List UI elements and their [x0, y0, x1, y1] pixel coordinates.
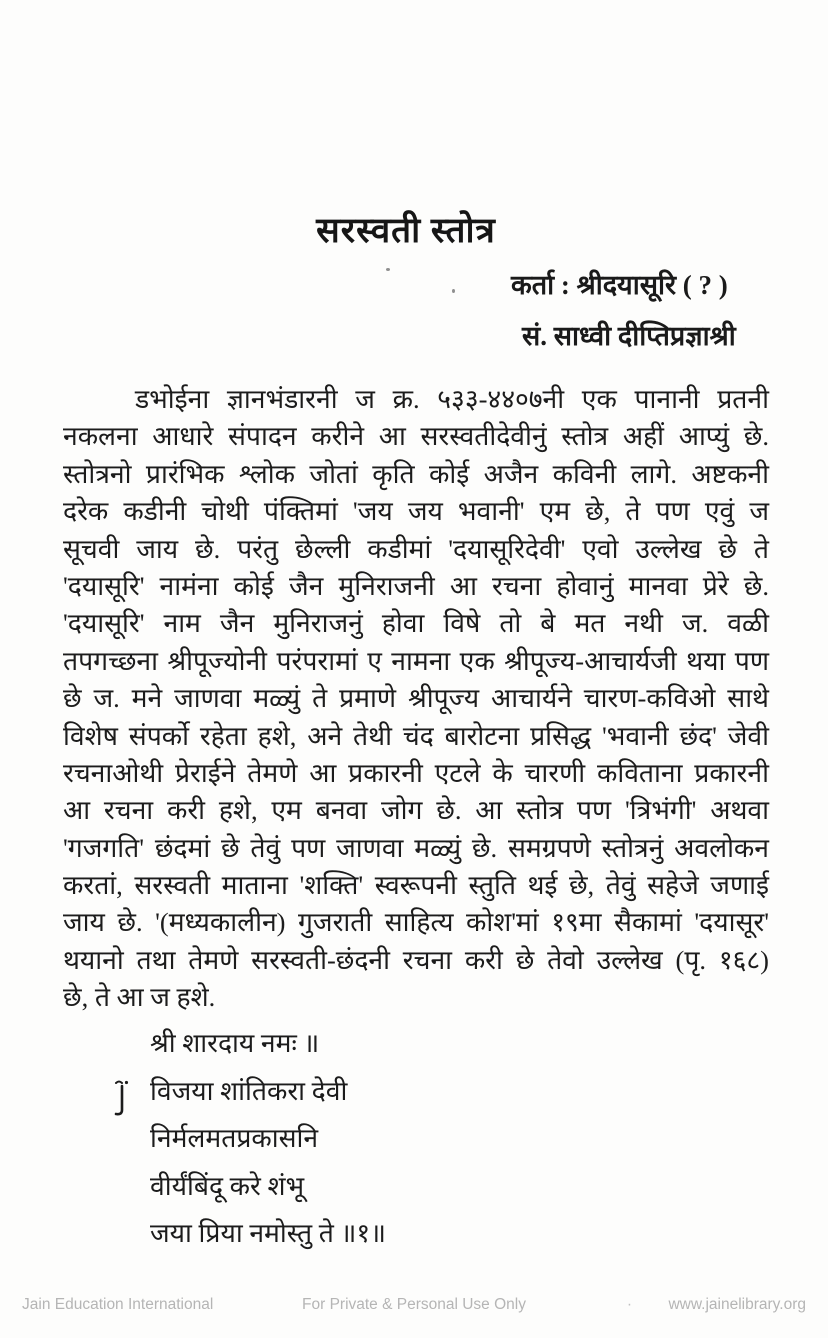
- footer-usage-note: For Private & Personal Use Only: [302, 1296, 526, 1313]
- paragraph-line: नकलना आधारे संपादन करीने आ सरस्वतीदेवीनुं स्तोत्र अहीं आप्युं छे.: [63, 421, 769, 452]
- invocation-line: श्री शारदाय नमः ॥: [150, 1028, 320, 1058]
- paragraph-line: 'दयासूरि' नाम जैन मुनिराजनुं होवा विषे तो बे मत नथी ज. वळी: [63, 608, 769, 639]
- byline-editor: सं. साध्वी दीप्तिप्रज्ञाश्री: [522, 321, 736, 351]
- paragraph-line: 'दयासूरि' नामंना कोई जैन मुनिराजनी आ रचना होवानुं मानवा प्रेरे छे.: [63, 570, 769, 601]
- verse-block: [150, 1026, 386, 1264]
- paragraph-line: दरेक कडीनी चोथी पंक्तिमां 'जय जय भवानी' एम छे, ते पण एवुं ज: [63, 496, 769, 527]
- footer-website-link: www.jainelibrary.org: [668, 1296, 806, 1313]
- paragraph-line: सूचवी जाय छे. परंतु छेल्ली कडीमां 'दयासूरिदेवी' एवो उल्लेख छे ते: [63, 533, 769, 564]
- paragraph-line: रचनाओथी प्रेराईने तेमणे आ प्रकारनी एटले के चारणी कविताना प्रकारनी: [63, 757, 769, 788]
- paragraph-line: छे ज. मने जाणवा मळ्युं ते प्रमाणे श्रीपूज्य आचार्यने चारण-कविओ साथे: [63, 683, 769, 714]
- paragraph-line: तपगच्छना श्रीपूज्योनी परंपरामां ए नामना एक श्रीपूज्य-आचार्यजी थया पण: [63, 645, 769, 676]
- scan-footer: [0, 1294, 828, 1320]
- paragraph-line: विशेष संपर्को रहेता हशे, अने तेथी चंद बारोटना प्रसिद्ध 'भवानी छंद' जेवी: [63, 720, 769, 751]
- page-title: सरस्वती स्तोत्र: [316, 211, 496, 250]
- body-paragraph: [63, 381, 769, 1017]
- footer-publisher: Jain Education International: [22, 1296, 214, 1313]
- bhale-auspicious-mark-icon: [112, 1080, 130, 1118]
- verse-line: जया प्रिया नमोस्तु ते ॥१॥: [150, 1218, 387, 1248]
- scan-speck: [386, 268, 390, 271]
- scan-speck: [452, 289, 455, 293]
- verse-line: विजया शांतिकरा देवी: [150, 1075, 348, 1106]
- paragraph-line: स्तोत्रनो प्रारंभिक श्लोक जोतां कृति कोई अजैन कविनी लागे. अष्टकनी: [63, 458, 769, 489]
- paragraph-line: 'गजगति' छंदमां छे तेवुं पण जाणवा मळ्युं छे. समग्रपणे स्तोत्रनुं अवलोकन: [63, 832, 769, 863]
- footer-separator-dot: ·: [626, 1296, 632, 1313]
- paragraph-line: छे, ते आ ज हशे.: [63, 982, 216, 1013]
- paragraph-line: आ रचना करी हशे, एम बनवा जोग छे. आ स्तोत्र पण 'त्रिभंगी' अथवा: [63, 795, 769, 826]
- byline-author: कर्ता : श्रीदयासूरि ( ? ): [511, 270, 728, 300]
- verse-line: निर्मलमतप्रकासनि: [150, 1123, 319, 1153]
- paragraph-line: करतां, सरस्वती माताना 'शक्ति' स्वरूपनी स्तुति थई छे, तेवुं सहेजे जणाई: [63, 870, 769, 901]
- verse-line: वीर्यंबिंदू करे शंभू: [150, 1170, 305, 1201]
- paragraph-line: जाय छे. '(मध्यकालीन) गुजराती साहित्य कोश'मां १९मा सैकामां 'दयासूर': [63, 907, 769, 938]
- paragraph-line: थयानो तथा तेमणे सरस्वती-छंदनी रचना करी छे तेवो उल्लेख (पृ. १६८): [63, 944, 769, 975]
- paragraph-line: डभोईना ज्ञानभंडारनी ज क्र. ५३३-४४०७नी एक पानानी प्रतनी: [135, 384, 769, 414]
